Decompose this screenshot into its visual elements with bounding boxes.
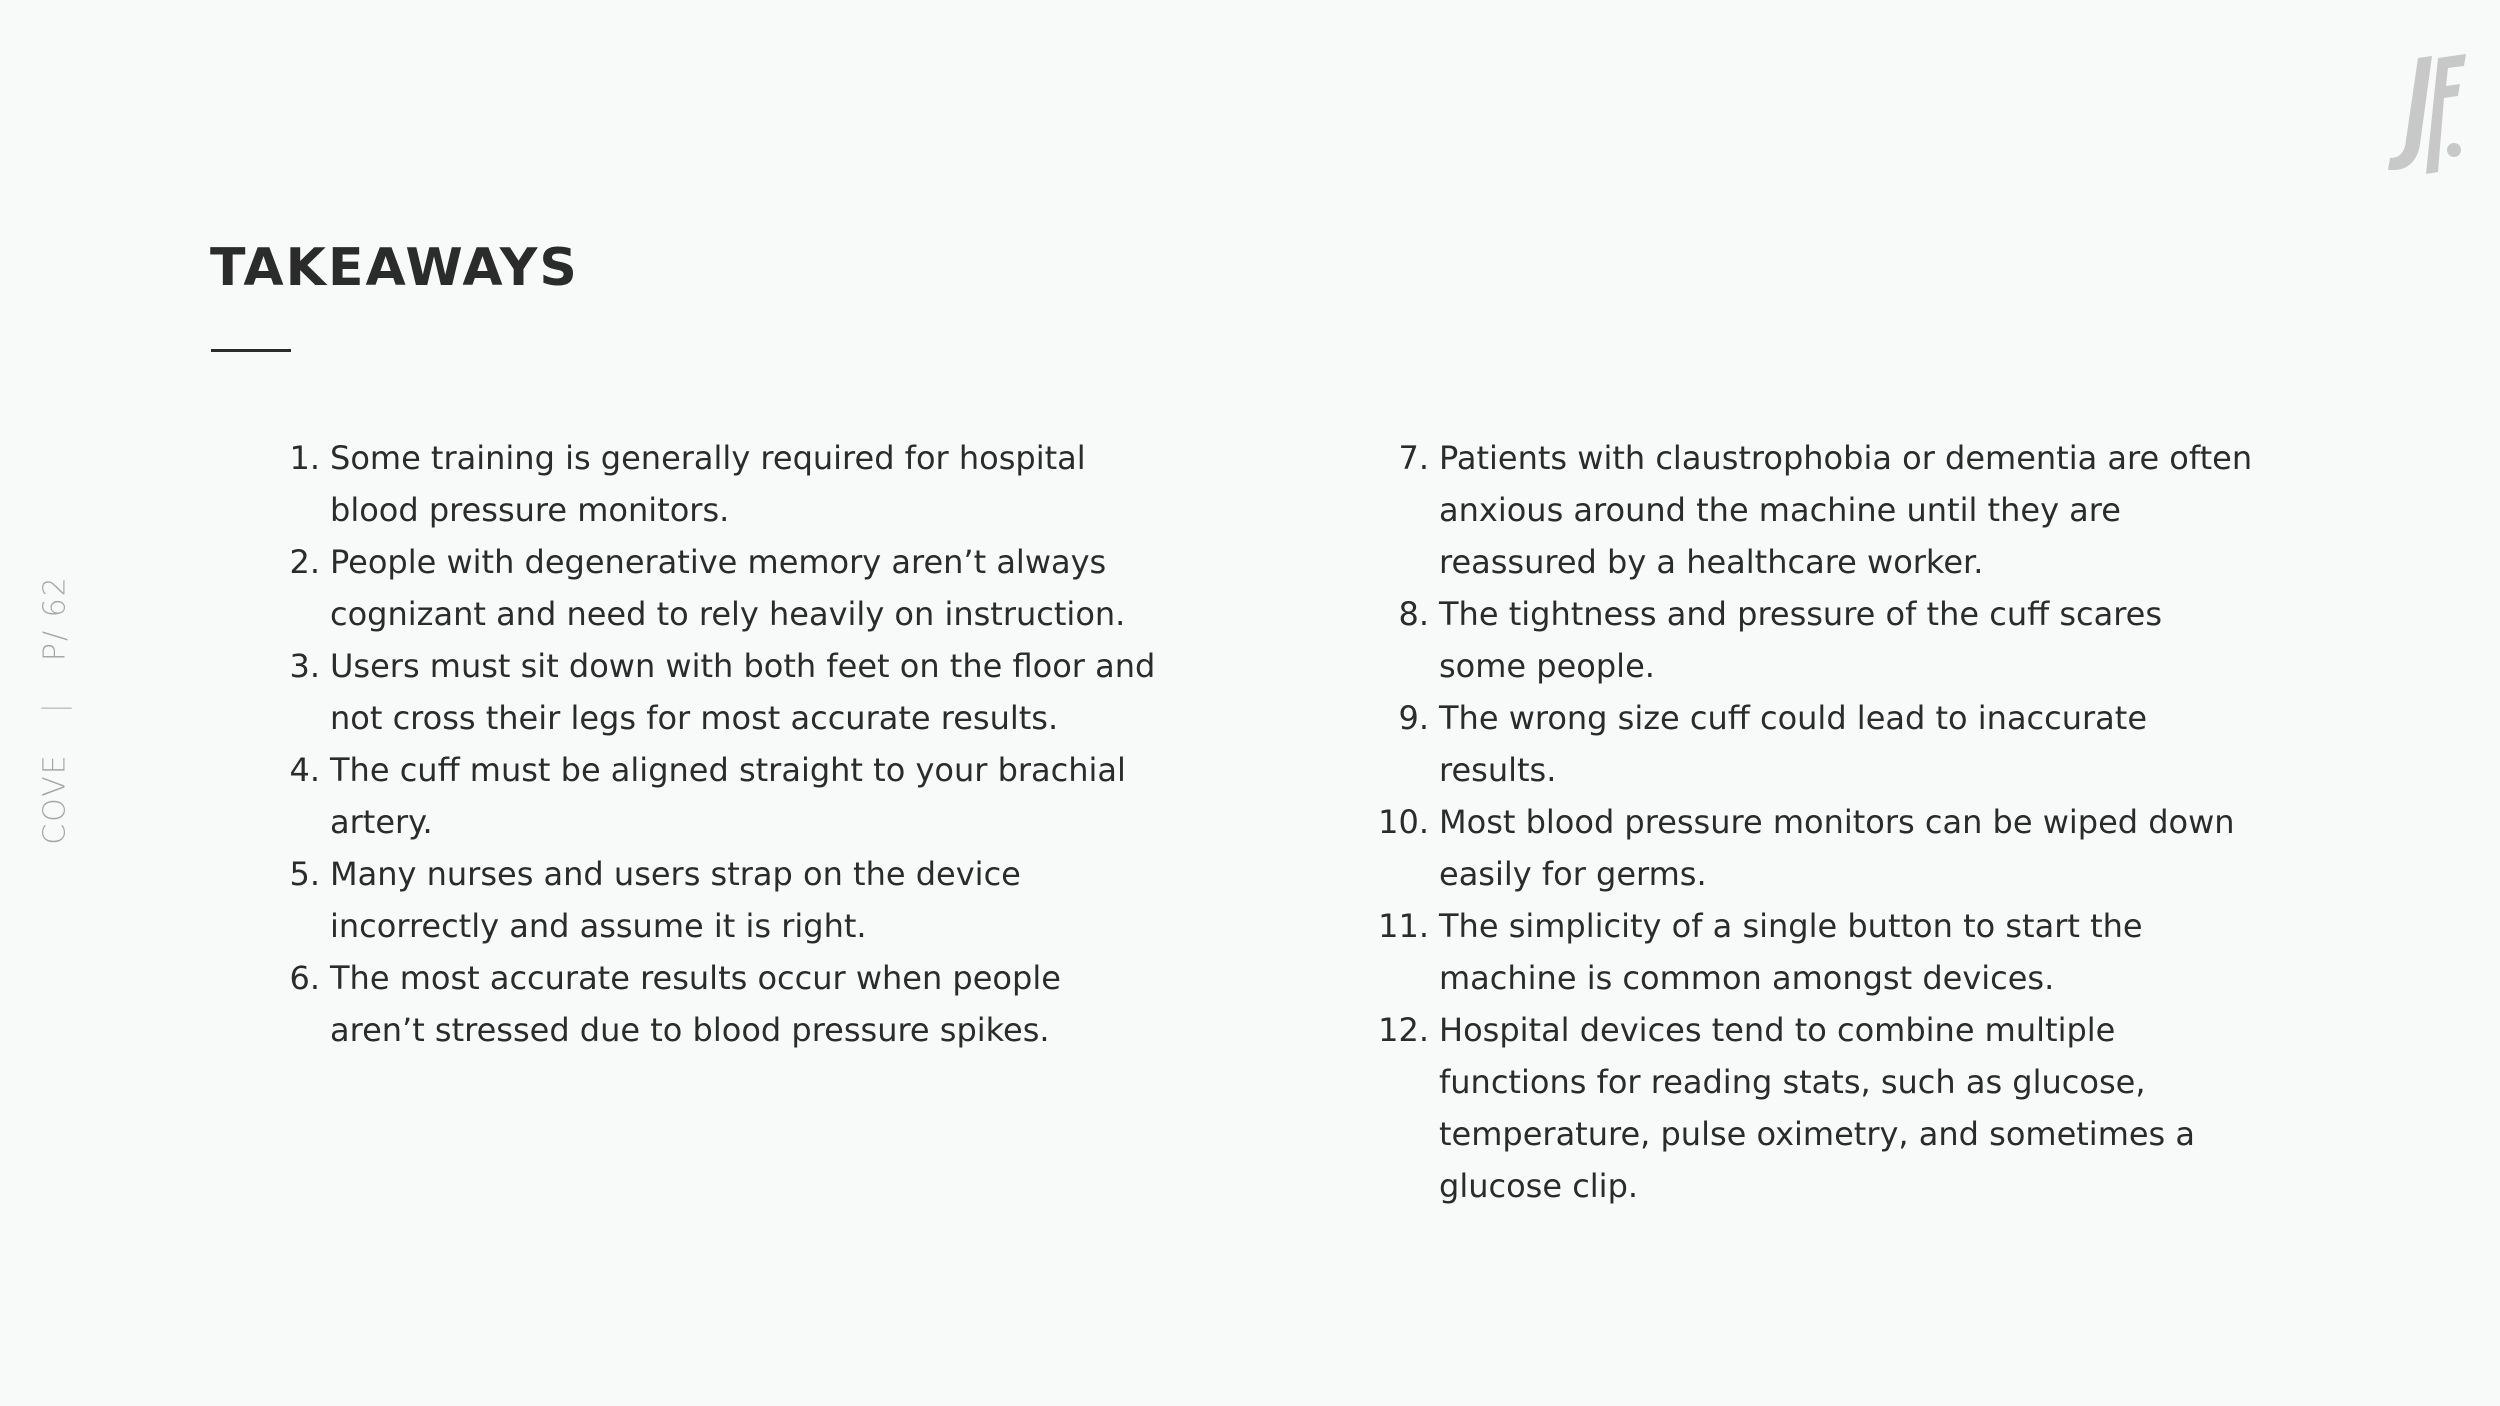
item-number: 3. xyxy=(289,647,320,685)
page-number: P/ 62 xyxy=(37,575,73,662)
item-text: People with degenerative memory aren’t always cognizant and need to rely heavily on instruction. xyxy=(330,543,1126,633)
item-text: The most accurate results occur when people aren’t stressed due to blood pressure spikes. xyxy=(330,959,1061,1049)
list-item xyxy=(1375,796,2255,900)
title-underline xyxy=(211,349,291,352)
item-number: 8. xyxy=(1398,595,1429,633)
item-number: 12. xyxy=(1378,1011,1429,1049)
item-number: 9. xyxy=(1398,699,1429,737)
item-text: Patients with claustrophobia or dementia are often anxious around the machine until they are reassured by a healthcare worker. xyxy=(1439,439,2253,581)
list-item xyxy=(270,536,1160,640)
item-text: The wrong size cuff could lead to inaccurate results. xyxy=(1439,699,2148,789)
jf-monogram-icon xyxy=(2380,52,2470,182)
page-title: TAKEAWAYS xyxy=(210,238,579,298)
item-number: 10. xyxy=(1378,803,1429,841)
list-item xyxy=(1375,1004,2255,1212)
item-text: Many nurses and users strap on the device incorrectly and assume it is right. xyxy=(330,855,1021,945)
item-text: Hospital devices tend to combine multiple functions for reading stats, such as glucose, temperature, pulse oximetry, and sometimes a glucose clip. xyxy=(1439,1011,2195,1205)
item-text: The simplicity of a single button to start the machine is common amongst devices. xyxy=(1439,907,2143,997)
item-number: 1. xyxy=(289,439,320,477)
list-item xyxy=(270,952,1160,1056)
list-item xyxy=(1375,900,2255,1004)
item-number: 7. xyxy=(1398,439,1429,477)
item-text: The tightness and pressure of the cuff scares some people. xyxy=(1439,595,2162,685)
list-item xyxy=(270,744,1160,848)
item-number: 4. xyxy=(289,751,320,789)
list-item xyxy=(1375,692,2255,796)
list-item xyxy=(1375,432,2255,588)
side-separator: | xyxy=(37,701,73,714)
list-item xyxy=(270,848,1160,952)
list-item xyxy=(270,432,1160,536)
takeaways-list-left xyxy=(270,432,1160,1056)
side-label xyxy=(30,575,80,845)
item-text: Users must sit down with both feet on the floor and not cross their legs for most accurate results. xyxy=(330,647,1156,737)
project-name: COVE xyxy=(37,753,73,845)
item-number: 2. xyxy=(289,543,320,581)
item-number: 11. xyxy=(1378,907,1429,945)
item-text: Most blood pressure monitors can be wiped down easily for germs. xyxy=(1439,803,2235,893)
list-item xyxy=(270,640,1160,744)
list-item xyxy=(1375,588,2255,692)
item-text: The cuff must be aligned straight to your brachial artery. xyxy=(330,751,1126,841)
takeaways-list-right xyxy=(1375,432,2255,1212)
item-text: Some training is generally required for hospital blood pressure monitors. xyxy=(330,439,1086,529)
item-number: 5. xyxy=(289,855,320,893)
item-number: 6. xyxy=(289,959,320,997)
